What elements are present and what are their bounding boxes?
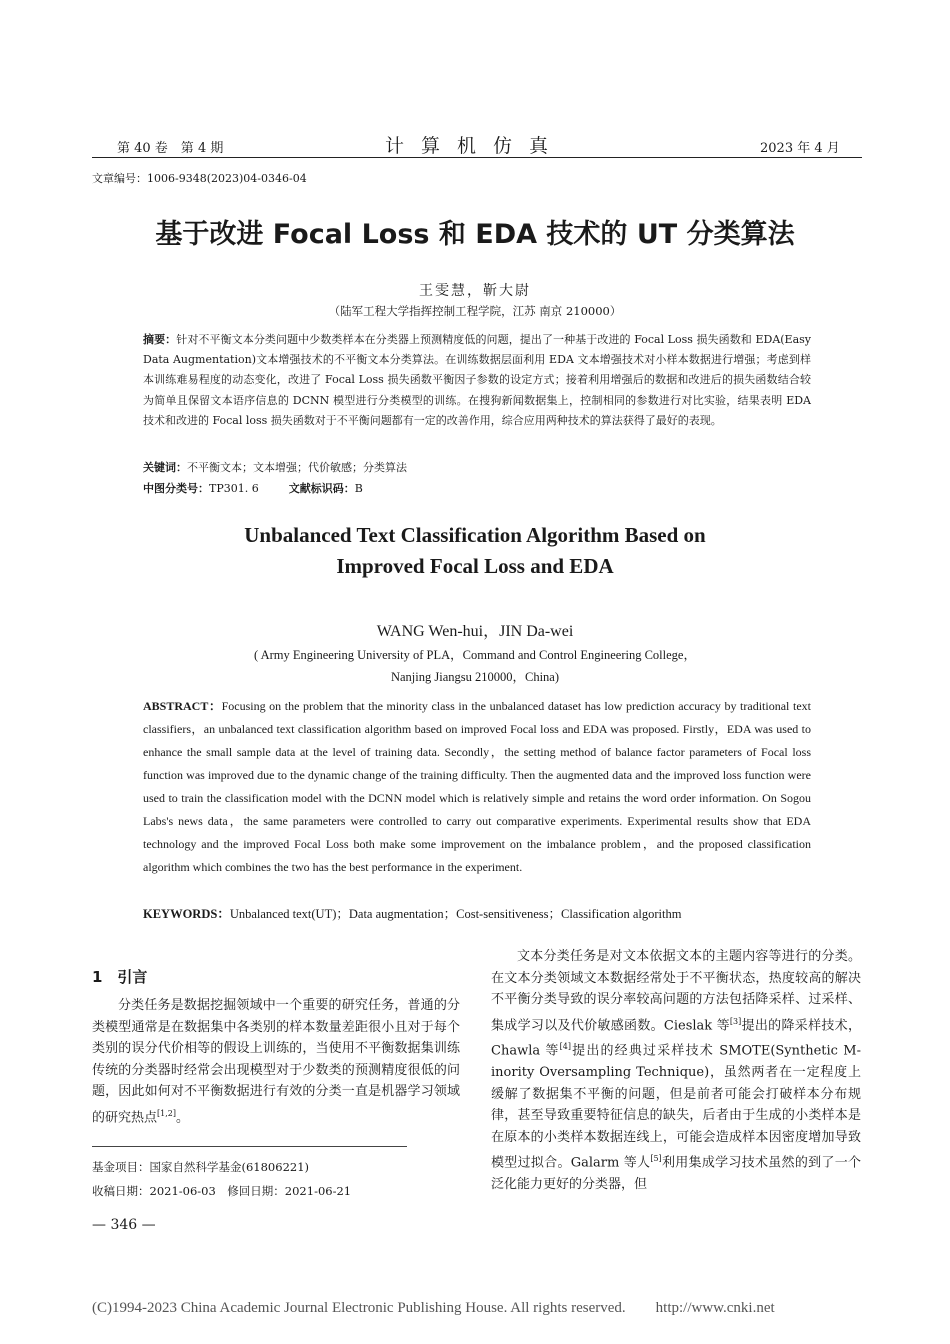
doc-code-value: B [354, 482, 363, 495]
right-text-2: 提出的降采样技术，Chawla 等 [491, 1017, 861, 1059]
copyright-footer: (C)1994-2023 China Academic Journal Electronic Publishing House. All rights reserved. http://www.cnki.net [92, 1300, 775, 1316]
abstract-en [143, 695, 811, 879]
page-number: — 346 — [92, 1217, 156, 1233]
footnote-fund: 基金项目：国家自然科学基金(61806221) [92, 1160, 310, 1174]
article-number: 文章编号：1006-9348(2023)04-0346-04 [92, 172, 307, 185]
keywords-en-label: KEYWORDS： [143, 907, 230, 921]
keywords-cn-label: 关键词： [143, 461, 187, 474]
abstract-cn [143, 330, 811, 431]
title-en-line-1: Unbalanced Text Classification Algorithm Based on [244, 523, 706, 547]
authors-en: WANG Wen-hui，JIN Da-wei [376, 623, 574, 640]
title-cn: 基于改进 Focal Loss 和 EDA 技术的 UT 分类算法 [155, 219, 795, 250]
doc-code-label: 文献标识码： [288, 482, 355, 495]
keywords-en-text: Unbalanced text(UT)；Data augmentation；Cost-sensitiveness；Classification algorithm [229, 907, 682, 921]
footnote-dates: 收稿日期：2021-06-03 修回日期：2021-06-21 [92, 1184, 352, 1198]
intro-paragraph-left [92, 995, 460, 1128]
abstract-cn-text: 针对不平衡文本分类问题中少数类样本在分类器上预测精度低的问题，提出了一种基于改进的 Focal Loss 损失函数和 EDA(Easy Data Augmentation)文本增强技术的不平衡文本分类算法。在训练数据层面利用 EDA 文本增强技术对小样本数据进行增强；考虑到样本训练难易程度的动态变化，改进了 Focal Loss 损失函数平衡因子参数的设定方式；接着利用增强后的数据和改进后的损失函数结合较为简单且保留文本语序信息的 DCNN 模型进行分类模型的训练。在搜狗新闻数据集上，控制相同的参数进行对比实验，结果表明 EDA 技术和改进的 Focal loss 损失函数对于不平衡问题都有一定的改善作用，综合应用两种技术的算法获得了最好的表现。 [143, 333, 811, 427]
authors-cn: 王雯慧，靳大尉 [419, 283, 531, 299]
clc-label: 中图分类号： [143, 482, 209, 495]
abstract-en-text: Focusing on the problem that the minority class in the unbalanced dataset has low prediction accuracy by traditional text classifiers，an unbalanced text classification algorithm based on improved Focal loss and EDA was proposed. Firstly，EDA was used to enhance the small sample data at the level of training data. Secondly，the setting method of balance factor parameters of Focal loss function was improved due to the dynamic change of the training difficulty. Then the augmented data and the improved loss function were used to train the classification model with the DCNN model which is relatively simple and retains the word order information. On Sogou Labs's news data，the same parameters were controlled to carry out comparative experiments. Experimental results show that EDA technology and the improved Focal Loss both make some improvement on the imbalance problem，and the proposed classification algorithm which combines the two has the best performance in the experiment. [143, 699, 811, 874]
classification-line [143, 479, 811, 499]
journal-name: 计算机仿真 [385, 135, 566, 157]
right-text-3: 提出的经典过采样技术 SMOTE(Synthetic M-inority Oversampling Technique)，虽然两者在一定程度上缓解了数据集不平衡的问题，但是前者可能会打破样本分布规律，甚至导致重要特征信息的缺失，后者由于生成的小类样本是在原本的小类样本数据连线上，可能会造成样本因密度增加导致模型过拟合。Galarm 等人 [491, 1043, 861, 1171]
citation-1-2: [1,2] [157, 1108, 176, 1118]
header-rule [92, 157, 862, 158]
title-en-line-2: Improved Focal Loss and EDA [336, 554, 614, 578]
intro-paragraph-right [491, 946, 861, 1195]
right-text-4: 利用集成学习技术虽然的到了一个泛化能力更好的分类器，但 [491, 1155, 861, 1192]
keywords-en [143, 904, 681, 922]
affiliation-cn: （陆军工程大学指挥控制工程学院，江苏 南京 210000） [328, 304, 622, 318]
footnote-rule [92, 1146, 407, 1147]
section-heading: 1 引言 [92, 968, 148, 986]
affiliation-en-line-1: ( Army Engineering University of PLA，Command and Control Engineering College， [254, 648, 696, 662]
clc-value: TP301. 6 [209, 482, 259, 495]
intro-text-end: 。 [175, 1109, 189, 1125]
intro-text: 分类任务是数据挖掘领域中一个重要的研究任务，普通的分类模型通常是在数据集中各类别的样本数量差距很小且对于每个类别的误分代价相等的假设上训练的，当使用不平衡数据集训练传统的分类器时经常会出现模型对于少数类的预测精度很低的问题，因此如何对不平衡数据进行有效的分类一直是机器学习领域的研究热点 [92, 998, 460, 1125]
citation-3: [3] [729, 1016, 742, 1026]
journal-volume: 第 40 卷 第 4 期 [117, 141, 224, 156]
citation-4: [4] [559, 1042, 571, 1052]
abstract-cn-label: 摘要： [143, 333, 177, 346]
right-text-1: 文本分类任务是对文本依据文本的主题内容等进行的分类。在文本分类领域文本数据经常处于不平衡状态，热度较高的解决不平衡分类导致的误分率较高问题的方法包括降采样、过采样、集成学习以及代价敏感函数。Cieslak 等 [491, 949, 861, 1033]
citation-5: [5] [650, 1154, 662, 1164]
issue-date: 2023 年 4 月 [760, 141, 840, 156]
abstract-en-label: ABSTRACT： [143, 699, 222, 713]
keywords-cn-text: 不平衡文本；文本增强；代价敏感；分类算法 [187, 461, 407, 474]
keywords-cn [143, 458, 811, 478]
affiliation-en-line-2: Nanjing Jiangsu 210000，China) [390, 670, 560, 684]
